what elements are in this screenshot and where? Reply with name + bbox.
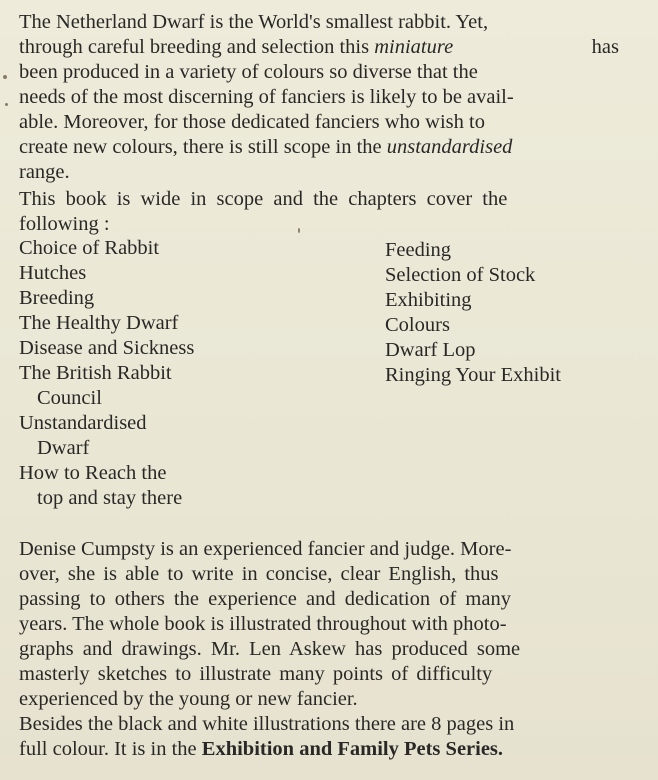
chapter-item: Unstandardised Dwarf bbox=[19, 412, 147, 459]
author-line-4: years. The whole book is illustrated throughout with photo- bbox=[19, 613, 507, 635]
chapter-item: How to Reach the top and stay there bbox=[19, 462, 183, 509]
intro-line-3: been produced in a variety of colours so diverse that the bbox=[19, 61, 478, 83]
chapter-item: Feeding bbox=[385, 239, 452, 261]
chapter-item: Hutches bbox=[19, 262, 87, 284]
chapter-item: Exhibiting bbox=[385, 289, 472, 311]
chapter-item: Breeding bbox=[19, 287, 95, 309]
chapter-item: Disease and Sickness bbox=[19, 337, 195, 359]
chapter-item: Colours bbox=[385, 314, 450, 336]
author-line-7: experienced by the young or new fancier. bbox=[19, 688, 358, 710]
chapter-item: Ringing Your Exhibit bbox=[385, 364, 561, 386]
author-line-3: passing to others the experience and dedication of many bbox=[19, 588, 511, 610]
chapters-left-list bbox=[19, 236, 194, 511]
intro-line-5: able. Moreover, for those dedicated fanciers who wish to bbox=[19, 111, 485, 133]
chapter-item: Selection of Stock bbox=[385, 264, 536, 286]
intro-line-1: The Netherland Dwarf is the World's smallest rabbit. Yet, bbox=[19, 11, 489, 33]
intro-line-4: needs of the most discerning of fanciers is likely to be avail- bbox=[19, 86, 514, 108]
scope-line-1: This book is wide in scope and the chapters cover the bbox=[19, 188, 508, 210]
paper-speck bbox=[3, 75, 7, 79]
closing-line-2: full colour. It is in the Exhibition and Family Pets Series. bbox=[19, 738, 504, 760]
intro-line-6: create new colours, there is still scope in the unstandardised bbox=[19, 136, 513, 158]
author-paragraph bbox=[19, 537, 619, 712]
author-line-1: Denise Cumpsty is an experienced fancier and judge. More- bbox=[19, 538, 512, 560]
closing-line-1: Besides the black and white illustrations there are 8 pages in bbox=[19, 713, 515, 735]
chapter-item: Dwarf Lop bbox=[385, 339, 476, 361]
chapters-right-list bbox=[385, 238, 561, 388]
intro-line-2: through careful breeding and selection this miniature has bbox=[19, 36, 619, 58]
chapter-item: Choice of Rabbit bbox=[19, 237, 160, 259]
scope-line-2: following : bbox=[19, 213, 110, 235]
emphasis-unstandardised: unstandardised bbox=[386, 136, 513, 158]
chapter-item: The Healthy Dwarf bbox=[19, 312, 179, 334]
closing-paragraph bbox=[19, 712, 619, 762]
chapter-item: The British Rabbit Council bbox=[19, 362, 172, 409]
intro-paragraph bbox=[19, 10, 619, 185]
author-line-5: graphs and drawings. Mr. Len Askew has produced some bbox=[19, 638, 521, 660]
intro-line-7: range. bbox=[19, 161, 70, 183]
paper-speck bbox=[5, 103, 8, 106]
author-line-6: masterly sketches to illustrate many points of difficulty bbox=[19, 663, 493, 685]
scope-paragraph bbox=[19, 187, 619, 237]
emphasis-miniature: miniature bbox=[374, 36, 454, 58]
author-line-2: over, she is able to write in concise, clear English, thus bbox=[19, 563, 499, 585]
series-name: Exhibition and Family Pets Series. bbox=[201, 738, 504, 760]
